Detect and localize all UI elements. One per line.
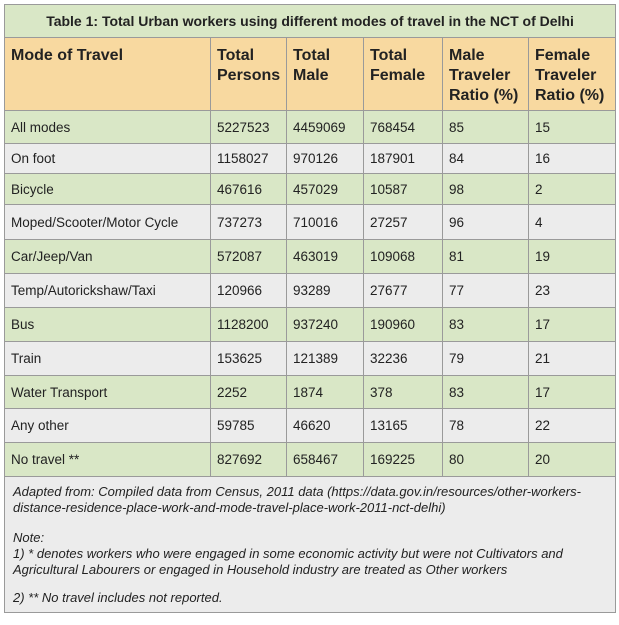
cell-total-female: 32236 — [364, 342, 443, 376]
cell-total-male: 1874 — [287, 376, 364, 409]
cell-male-ratio: 84 — [443, 144, 529, 174]
table-row — [5, 240, 616, 274]
table-container — [4, 4, 615, 613]
cell-mode: Bicycle — [5, 174, 211, 205]
cell-total-male: 463019 — [287, 240, 364, 274]
cell-mode: Temp/Autorickshaw/Taxi — [5, 274, 211, 308]
table-row — [5, 205, 616, 240]
table-row — [5, 144, 616, 174]
cell-total-male: 457029 — [287, 174, 364, 205]
note-label: Note: — [13, 530, 45, 545]
table-row — [5, 443, 616, 477]
cell-total-persons: 5227523 — [211, 111, 287, 144]
cell-total-male: 710016 — [287, 205, 364, 240]
cell-total-female: 13165 — [364, 409, 443, 443]
cell-total-persons: 467616 — [211, 174, 287, 205]
cell-total-persons: 59785 — [211, 409, 287, 443]
cell-mode: Any other — [5, 409, 211, 443]
column-header: Total Male — [287, 38, 364, 111]
column-header: Total Female — [364, 38, 443, 111]
cell-female-ratio: 17 — [529, 376, 616, 409]
cell-male-ratio: 81 — [443, 240, 529, 274]
table-row — [5, 342, 616, 376]
cell-total-persons: 1128200 — [211, 308, 287, 342]
cell-total-persons: 827692 — [211, 443, 287, 477]
cell-female-ratio: 23 — [529, 274, 616, 308]
table-row — [5, 409, 616, 443]
cell-total-persons: 737273 — [211, 205, 287, 240]
cell-mode: All modes — [5, 111, 211, 144]
cell-total-male: 658467 — [287, 443, 364, 477]
cell-female-ratio: 21 — [529, 342, 616, 376]
cell-total-female: 768454 — [364, 111, 443, 144]
column-header: Male Traveler Ratio (%) — [443, 38, 529, 111]
cell-mode: Train — [5, 342, 211, 376]
cell-total-persons: 153625 — [211, 342, 287, 376]
cell-female-ratio: 2 — [529, 174, 616, 205]
column-header: Female Traveler Ratio (%) — [529, 38, 616, 111]
cell-total-male: 121389 — [287, 342, 364, 376]
table-title: Table 1: Total Urban workers using different modes of travel in the NCT of Delhi — [5, 5, 616, 38]
cell-male-ratio: 83 — [443, 308, 529, 342]
cell-total-male: 937240 — [287, 308, 364, 342]
cell-total-female: 187901 — [364, 144, 443, 174]
cell-male-ratio: 83 — [443, 376, 529, 409]
cell-female-ratio: 20 — [529, 443, 616, 477]
cell-total-female: 27677 — [364, 274, 443, 308]
table-row — [5, 111, 616, 144]
cell-male-ratio: 85 — [443, 111, 529, 144]
cell-mode: Moped/Scooter/Motor Cycle — [5, 205, 211, 240]
cell-female-ratio: 15 — [529, 111, 616, 144]
table-row — [5, 174, 616, 205]
cell-male-ratio: 80 — [443, 443, 529, 477]
cell-male-ratio: 96 — [443, 205, 529, 240]
cell-total-female: 169225 — [364, 443, 443, 477]
cell-total-female: 10587 — [364, 174, 443, 205]
cell-female-ratio: 22 — [529, 409, 616, 443]
table-row — [5, 308, 616, 342]
cell-male-ratio: 98 — [443, 174, 529, 205]
cell-female-ratio: 16 — [529, 144, 616, 174]
cell-male-ratio: 78 — [443, 409, 529, 443]
source-note: Adapted from: Compiled data from Census, 2011 data (https://data.gov.in/resources/other-workers-distance-residence-place-work-and-mode-travel-place-work-2011-nct-delhi) — [13, 484, 581, 515]
cell-total-male: 46620 — [287, 409, 364, 443]
cell-total-male: 4459069 — [287, 111, 364, 144]
cell-total-persons: 1158027 — [211, 144, 287, 174]
column-header: Mode of Travel — [5, 38, 211, 111]
data-table — [4, 4, 616, 613]
cell-total-female: 109068 — [364, 240, 443, 274]
cell-mode: On foot — [5, 144, 211, 174]
note-1: 1) * denotes workers who were engaged in some economic activity but were not Cultivators and Agricultural Labourers or engaged in Household industry are treated as Other workers — [13, 546, 563, 577]
cell-female-ratio: 4 — [529, 205, 616, 240]
table-row — [5, 376, 616, 409]
header-row — [5, 38, 616, 111]
cell-mode: No travel ** — [5, 443, 211, 477]
cell-total-female: 190960 — [364, 308, 443, 342]
cell-male-ratio: 79 — [443, 342, 529, 376]
cell-total-persons: 2252 — [211, 376, 287, 409]
cell-mode: Car/Jeep/Van — [5, 240, 211, 274]
cell-female-ratio: 19 — [529, 240, 616, 274]
table-footer — [5, 477, 616, 613]
cell-total-male: 970126 — [287, 144, 364, 174]
cell-total-female: 378 — [364, 376, 443, 409]
table-body — [5, 111, 616, 477]
cell-mode: Water Transport — [5, 376, 211, 409]
column-header: Total Persons — [211, 38, 287, 111]
cell-total-male: 93289 — [287, 274, 364, 308]
cell-total-persons: 120966 — [211, 274, 287, 308]
cell-total-female: 27257 — [364, 205, 443, 240]
note-2: 2) ** No travel includes not reported. — [13, 590, 223, 605]
cell-total-persons: 572087 — [211, 240, 287, 274]
cell-female-ratio: 17 — [529, 308, 616, 342]
cell-mode: Bus — [5, 308, 211, 342]
table-row — [5, 274, 616, 308]
cell-male-ratio: 77 — [443, 274, 529, 308]
